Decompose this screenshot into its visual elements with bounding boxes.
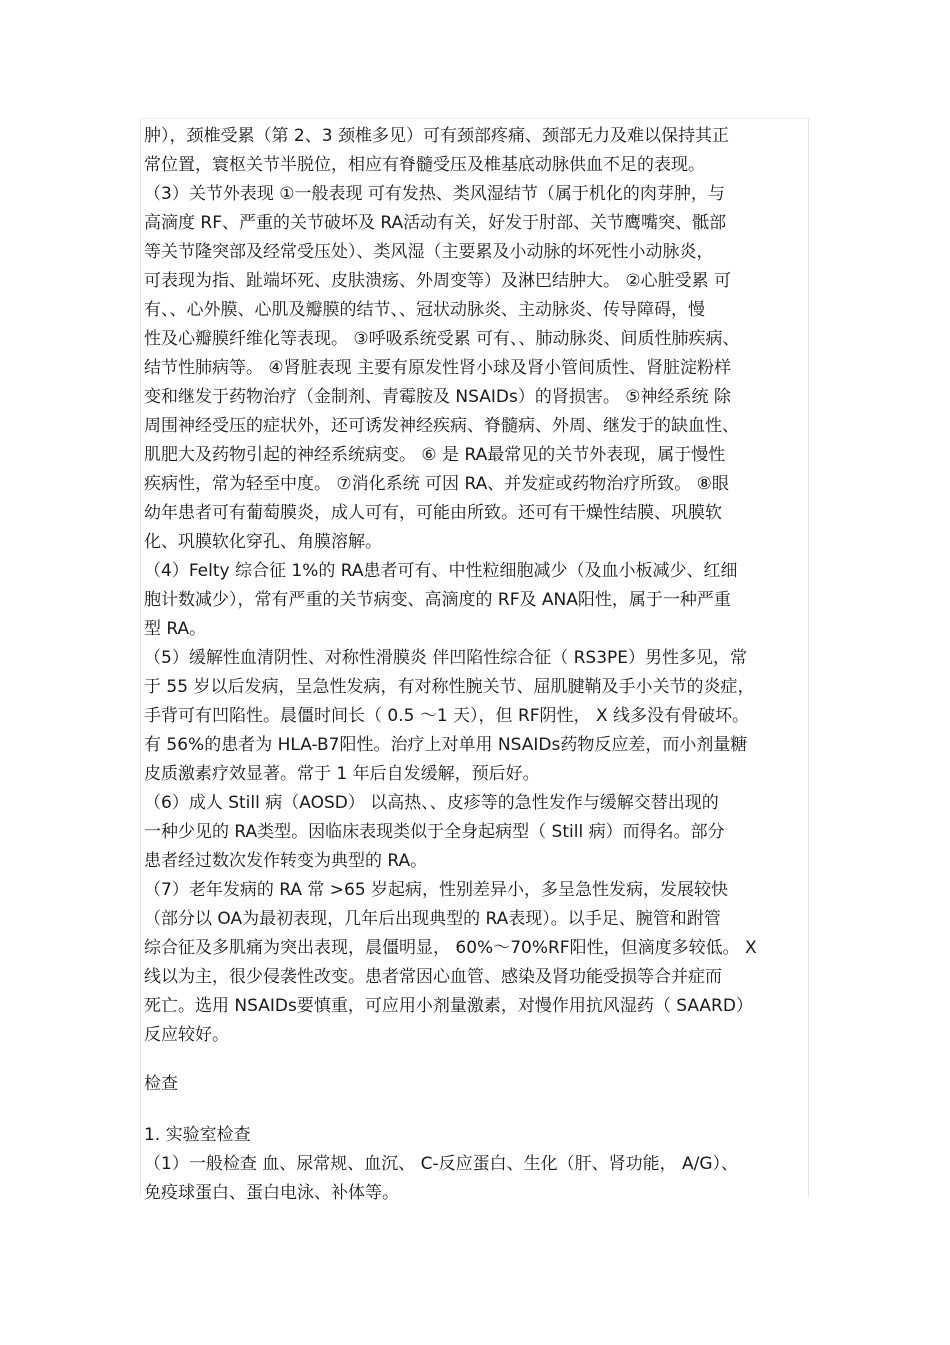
text-line: 高滴度 RF、严重的关节破坏及 RA活动有关，好发于肘部、关节鹰嘴突、骶部 (144, 213, 727, 233)
text-line: 患者经过数次发作转变为典型的 RA。 (144, 851, 428, 871)
text-line: 肌肥大及药物引起的神经系统病变。 ⑥ 是 RA最常见的关节外表现，属于慢性 (144, 445, 726, 465)
text-line: 有 56%的患者为 HLA-B7阳性。治疗上对单用 NSAIDs药物反应差，而小剂量糖 (144, 735, 748, 755)
text-line: 有、、心外膜、心肌及瓣膜的结节、、冠状动脉炎、主动脉炎、传导障碍，慢 (144, 300, 705, 320)
subsection-heading: 1. 实验室检查 (144, 1125, 251, 1145)
text-line: 死亡。选用 NSAIDs要慎重，可应用小剂量激素，对慢作用抗风湿药（ SAARD） (144, 996, 753, 1016)
text-line: 胞计数减少），常有严重的关节病变、高滴度的 RF及 ANA阳性，属于一种严重 (144, 590, 731, 610)
text-line: 型 RA。 (144, 619, 207, 639)
text-line: （5）缓解性血清阴性、对称性滑膜炎 伴凹陷性综合征（ RS3PE）男性多见，常 (144, 648, 748, 668)
text-line: （1）一般检查 血、尿常规、血沉、 C-反应蛋白、生化（肝、肾功能， A/G）、 (144, 1154, 739, 1174)
text-line: 性及心瓣膜纤维化等表现。 ③呼吸系统受累 可有、、肺动脉炎、间质性肺疾病、 (144, 329, 740, 349)
document-body (144, 122, 806, 1208)
section-heading: 检查 (144, 1074, 178, 1094)
text-line: 肿），颈椎受累（第 2、3 颈椎多见）可有颈部疼痛、颈部无力及难以保持其正 (144, 126, 729, 146)
text-line: 一种少见的 RA类型。因临床表现类似于全身起病型（ Still 病）而得名。部分 (144, 822, 725, 842)
text-line: 可表现为指、趾端坏死、皮肤溃疡、外周变等）及淋巴结肿大。 ②心脏受累 可 (144, 271, 732, 291)
text-line: 常位置，寰枢关节半脱位，相应有脊髓受压及椎基底动脉供血不足的表现。 (144, 155, 705, 175)
text-line: （7）老年发病的 RA 常 >65 岁起病，性别差异小，多呈急性发病，发展较快 (144, 880, 729, 900)
text-line: 周围神经受压的症状外，还可诱发神经疾病、脊髓病、外周、继发于的缺血性、 (144, 416, 739, 436)
text-line: 结节性肺病等。 ④肾脏表现 主要有原发性肾小球及肾小管间质性、肾脏淀粉样 (144, 358, 732, 378)
text-line: 反应较好。 (144, 1025, 229, 1045)
text-line: （部分以 OA为最初表现，几年后出现典型的 RA表现）。以手足、腕管和跗管 (144, 909, 721, 929)
text-line: （4）Felty 综合征 1%的 RA患者可有、中性粒细胞减少（及血小板减少、红细 (144, 561, 738, 581)
text-line: 化、巩膜软化穿孔、角膜溶解。 (144, 532, 382, 552)
text-line: （6）成人 Still 病（AOSD） 以高热、、皮疹等的急性发作与缓解交替出现的 (144, 793, 719, 813)
text-line: 幼年患者可有葡萄膜炎，成人可有，可能由所致。还可有干燥性结膜、巩膜软 (144, 503, 722, 523)
text-line: 综合征及多肌痛为突出表现，晨僵明显， 60%～70%RF阳性，但滴度多较低。 X (144, 938, 757, 958)
text-line: 于 55 岁以后发病，呈急性发病，有对称性腕关节、屈肌腱鞘及手小关节的炎症， (144, 677, 755, 697)
text-line: 等关节隆突部及经常受压处）、类风湿（主要累及小动脉的坏死性小动脉炎， (144, 242, 714, 262)
text-line: 变和继发于药物治疗（金制剂、青霉胺及 NSAIDs）的肾损害。 ⑤神经系统 除 (144, 387, 731, 407)
text-line: 疾病性，常为轻至中度。 ⑦消化系统 可因 RA、并发症或药物治疗所致。 ⑧眼 (144, 474, 729, 494)
text-line: 线以为主，很少侵袭性改变。患者常因心血管、感染及肾功能受损等合并症而 (144, 967, 722, 987)
text-line: 免疫球蛋白、蛋白电泳、补体等。 (144, 1183, 399, 1203)
text-line: 手背可有凹陷性。晨僵时间长（ 0.5 ～1 天），但 RF阴性， X 线多没有骨破坏。 (144, 706, 750, 726)
text-line: （3）关节外表现 ①一般表现 可有发热、类风湿结节（属于机化的肉芽肿，与 (144, 184, 725, 204)
text-line: 皮质激素疗效显著。常于 1 年后自发缓解，预后好。 (144, 764, 540, 784)
